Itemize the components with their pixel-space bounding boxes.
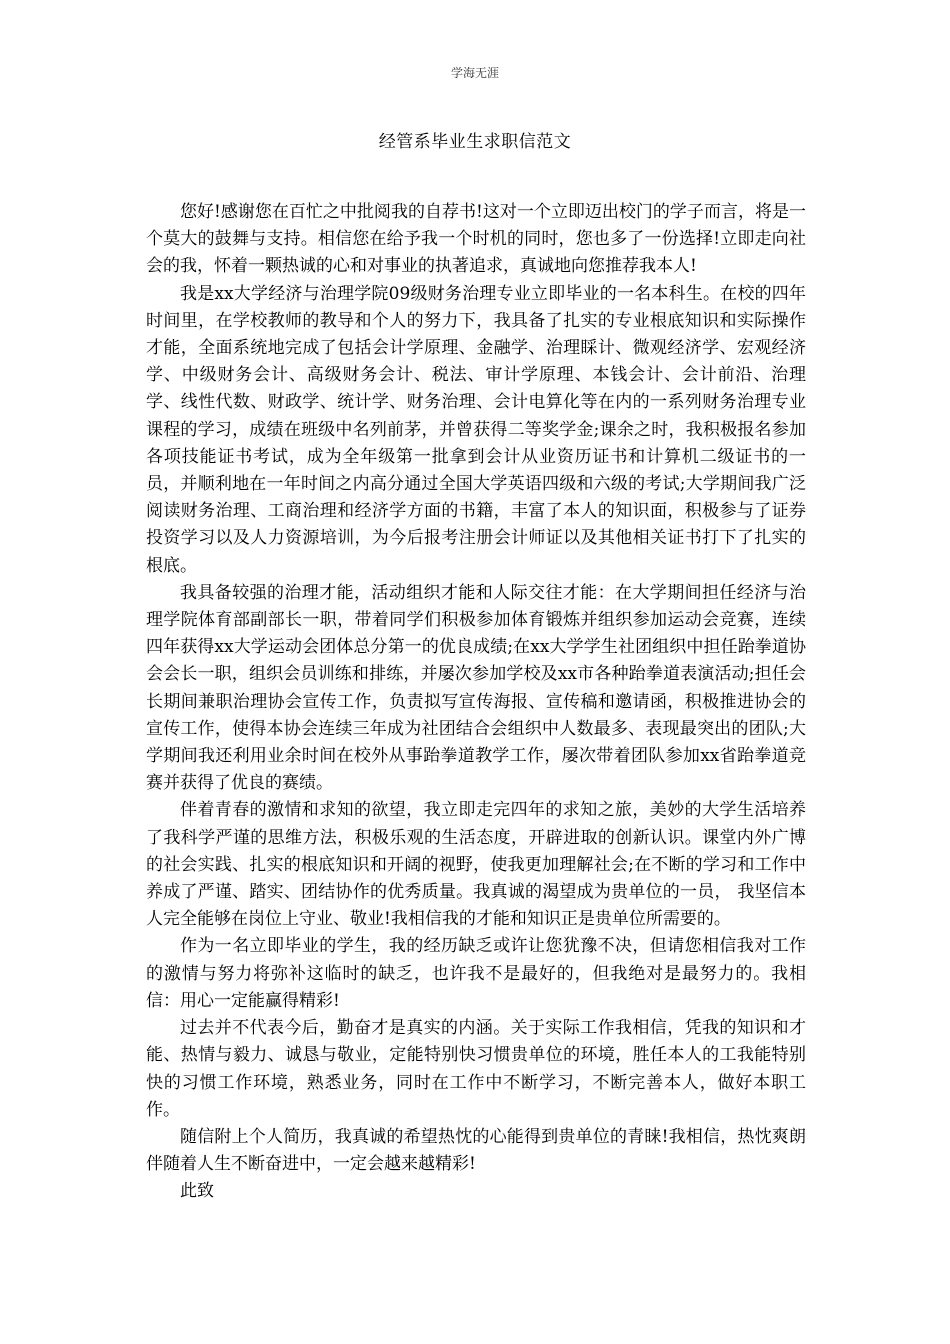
document-title: 经管系毕业生求职信范文 [378,132,572,152]
paragraph-closing: 随信附上个人简历，我真诚的希望热忱的心能得到贵单位的青睐!我相信，热忱爽朗伴随着人生不断奋进中，一定会越来越精彩! [146,1126,806,1175]
paragraph-commitment: 作为一名立即毕业的学生，我的经历缺乏或许让您犹豫不决，但请您相信我对工作的激情与努力将弥补这临时的缺乏，也许我不是最好的，但我绝对是最努力的。我相信：用心一定能赢得精彩! [146,936,806,1011]
paragraph-work-attitude: 过去并不代表今后，勤奋才是真实的内涵。关于实际工作我相信，凭我的知识和才能、热情与毅力、诚恳与敬业，定能特别快习惯贵单位的环境，胜任本人的工我能特别快的习惯工作环境，熟悉业务，同时在工作中不断学习，不断完善本人，做好本职工作。 [146,1018,806,1120]
paragraph-salutation: 此致 [180,1181,214,1202]
paragraph-greeting: 您好!感谢您在百忙之中批阅我的自荐书!这对一个立即迈出校门的学子而言，将是一个莫大的鼓舞与支持。相信您在给予我一个时机的同时，您也多了一份选择!立即走向社会的我，怀着一颗热诚的心和对事业的执著追求，真诚地向您推荐我本人! [146,202,806,277]
paragraph-education: 我是xx大学经济与治理学院09级财务治理专业立即毕业的一名本科生。在校的四年时间里，在学校教师的教导和个人的努力下，我具备了扎实的专业根底知识和实际操作才能，全面系统地完成了包括会计学原理、金融学、治理睬计、微观经济学、宏观经济学、中级财务会计、高级财务会计、税法、审计学原理、本钱会计、会计前沿、治理学、线性代数、财政学、统计学、财务治理、会计电算化等在内的一系列财务治理专业课程的学习，成绩在班级中名列前茅，并曾获得二等奖学金;课余之时，我积极报名参加各项技能证书考试，成为全年级第一批拿到会计从业资历证书和计算机二级证书的一员，并顺利地在一年时间之内高分通过全国大学英语四级和六级的考试;大学期间我广泛阅读财务治理、工商治理和经济学方面的书籍，丰富了本人的知识面，积极参与了证券投资学习以及人力资源培训，为今后报考注册会计师证以及其他相关证书打下了扎实的根底。 [146,283,806,576]
letter-body [146,199,806,1206]
paragraph-leadership: 我具备较强的治理才能，活动组织才能和人际交往才能：在大学期间担任经济与治理学院体育部副部长一职，带着同学们积极参加体育锻炼并组织参加运动会竞赛，连续四年获得xx大学运动会团体总分第一的优良成绩;在xx大学学生社团组织中担任跆拳道协会会长一职，组织会员训练和排练，并屡次参加学校及xx市各种跆拳道表演活动;担任会长期间兼职治理协会宣传工作，负责拟写宣传海报、宣传稿和邀请函，积极推进协会的宣传工作，使得本协会连续三年成为社团结合会组织中人数最多、表现最突出的团队;大学期间我还利用业余时间在校外从事跆拳道教学工作，屡次带着团队参加xx省跆拳道竞赛并获得了优良的赛绩。 [146,582,806,794]
paragraph-character: 伴着青春的激情和求知的欲望，我立即走完四年的求知之旅，美妙的大学生活培养了我科学严谨的思维方法，积极乐观的生活态度，开辟进取的创新认识。课堂内外广博的社会实践、扎实的根底知识和开阔的视野，使我更加理解社会;在不断的学习和工作中养成了严谨、踏实、团结协作的优秀质量。我真诚的渴望成为贵单位的一员， 我坚信本人完全能够在岗位上守业、敬业!我相信我的才能和知识正是贵单位所需要的。 [146,800,806,930]
page-header-watermark: 学海无涯 [450,66,499,80]
